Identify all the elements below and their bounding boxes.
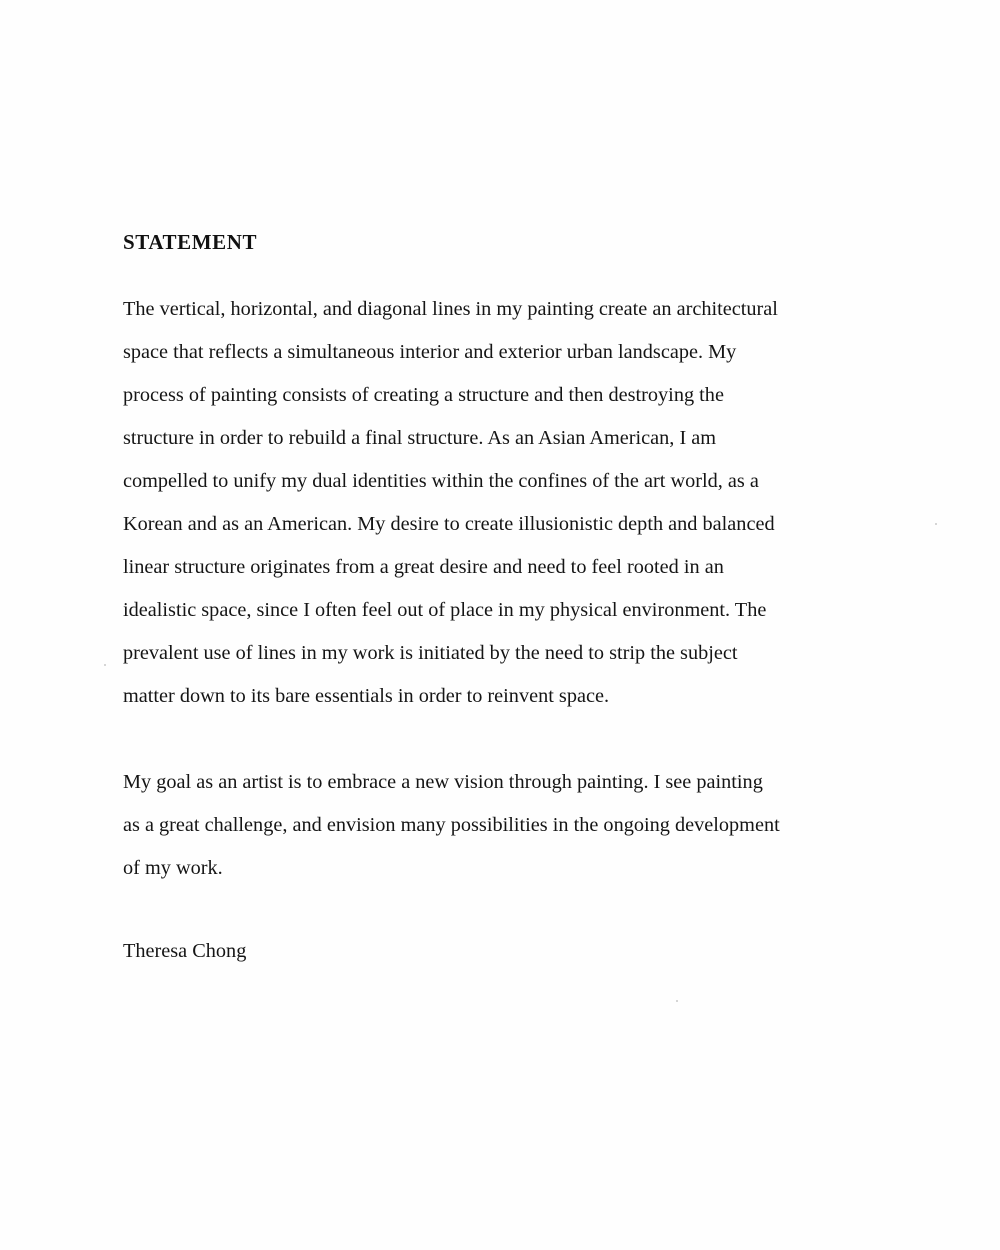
paragraph-line: idealistic space, since I often feel out of place in my physical environment. The bbox=[123, 599, 767, 621]
paragraph-line: My goal as an artist is to embrace a new vision through painting. I see painting bbox=[123, 771, 763, 793]
paragraph-line: compelled to unify my dual identities within the confines of the art world, as a bbox=[123, 470, 759, 492]
scan-speck bbox=[935, 523, 937, 525]
statement-paragraph-1 bbox=[123, 288, 778, 718]
paragraph-line: matter down to its bare essentials in order to reinvent space. bbox=[123, 685, 610, 707]
paragraph-line: The vertical, horizontal, and diagonal lines in my painting create an architectural bbox=[123, 298, 778, 320]
paragraph-line: as a great challenge, and envision many possibilities in the ongoing development bbox=[123, 814, 780, 836]
paragraph-line: Korean and as an American. My desire to create illusionistic depth and balanced bbox=[123, 513, 775, 535]
paragraph-line: space that reflects a simultaneous interior and exterior urban landscape. My bbox=[123, 341, 737, 363]
scan-speck bbox=[104, 664, 106, 666]
paragraph-line: process of painting consists of creating a structure and then destroying the bbox=[123, 384, 724, 406]
paragraph-line: linear structure originates from a great desire and need to feel rooted in an bbox=[123, 556, 724, 578]
statement-paragraph-2 bbox=[123, 761, 780, 890]
author-signature: Theresa Chong bbox=[123, 940, 247, 962]
paragraph-line: of my work. bbox=[123, 857, 223, 879]
statement-heading: STATEMENT bbox=[123, 230, 258, 254]
paragraph-line: prevalent use of lines in my work is initiated by the need to strip the subject bbox=[123, 642, 738, 664]
scan-speck bbox=[676, 1000, 678, 1002]
paragraph-line: structure in order to rebuild a final structure. As an Asian American, I am bbox=[123, 427, 717, 449]
